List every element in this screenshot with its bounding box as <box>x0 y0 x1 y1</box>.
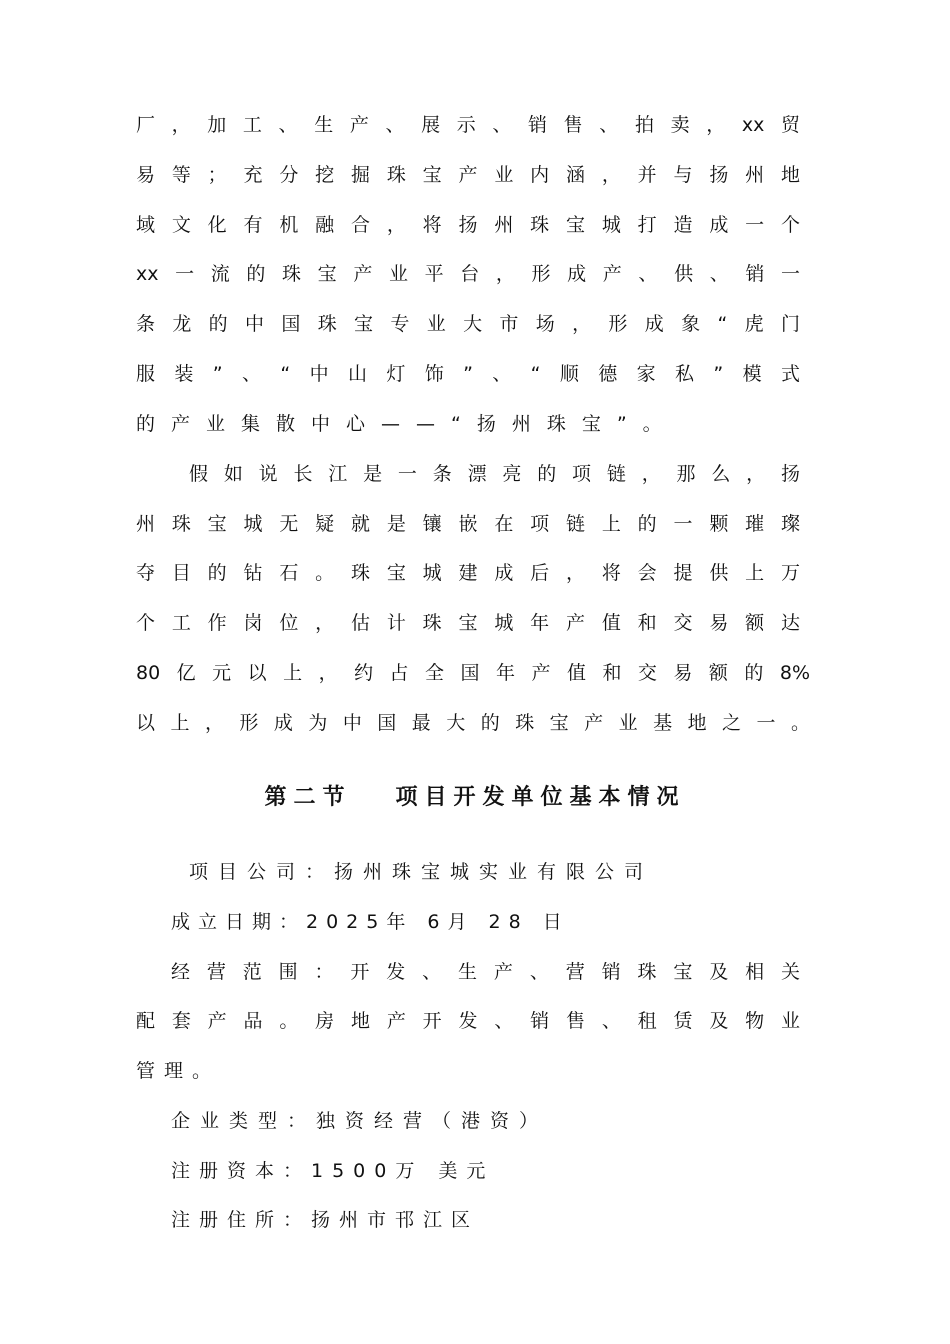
paragraph-line: 州珠宝城无疑就是镶嵌在项链上的一颗璀璨 <box>136 513 800 535</box>
paragraph-line: 厂，加工、生产、展示、销售、拍卖，xx贸 <box>136 114 800 136</box>
paragraph-line: 条龙的中国珠宝专业大市场，形成象“虎门 <box>136 313 800 335</box>
registered-capital: 注册资本：1500万 美元 <box>171 1160 495 1182</box>
business-scope-line: 管理。 <box>136 1060 221 1082</box>
company-name: 项目公司：扬州珠宝城实业有限公司 <box>189 861 654 883</box>
paragraph-line: xx一流的珠宝产业平台，形成产、供、销一 <box>136 263 800 285</box>
business-scope-line: 配套产品。房地产开发、销售、租赁及物业 <box>136 1010 800 1032</box>
paragraph-line: 以上，形成为中国最大的珠宝产业基地之一。 <box>136 712 810 734</box>
paragraph-line: 80亿元以上，约占全国年产值和交易额的8% <box>136 662 810 684</box>
registered-address: 注册住所：扬州市邗江区 <box>171 1209 480 1231</box>
established-date: 成立日期：2025年 6月 28 日 <box>171 911 570 933</box>
paragraph-line: 假如说长江是一条漂亮的项链，那么，扬 <box>189 463 800 485</box>
enterprise-type: 企业类型：独资经营（港资） <box>171 1110 549 1132</box>
paragraph-line: 的产业集散中心——“扬州珠宝”。 <box>136 413 678 435</box>
paragraph-line: 域文化有机融合，将扬州珠宝城打造成一个 <box>136 214 800 236</box>
paragraph-line: 个工作岗位，估计珠宝城年产值和交易额达 <box>136 612 800 634</box>
section-heading: 第二节 项目开发单位基本情况 <box>264 785 686 810</box>
paragraph-line: 夺目的钻石。珠宝城建成后，将会提供上万 <box>136 562 800 584</box>
paragraph-line: 易等；充分挖掘珠宝产业内涵，并与扬州地 <box>136 164 800 186</box>
paragraph-line: 服装”、“中山灯饰”、“顺德家私”模式 <box>136 363 800 385</box>
business-scope-line: 经营范围：开发、生产、营销珠宝及相关 <box>171 961 800 983</box>
